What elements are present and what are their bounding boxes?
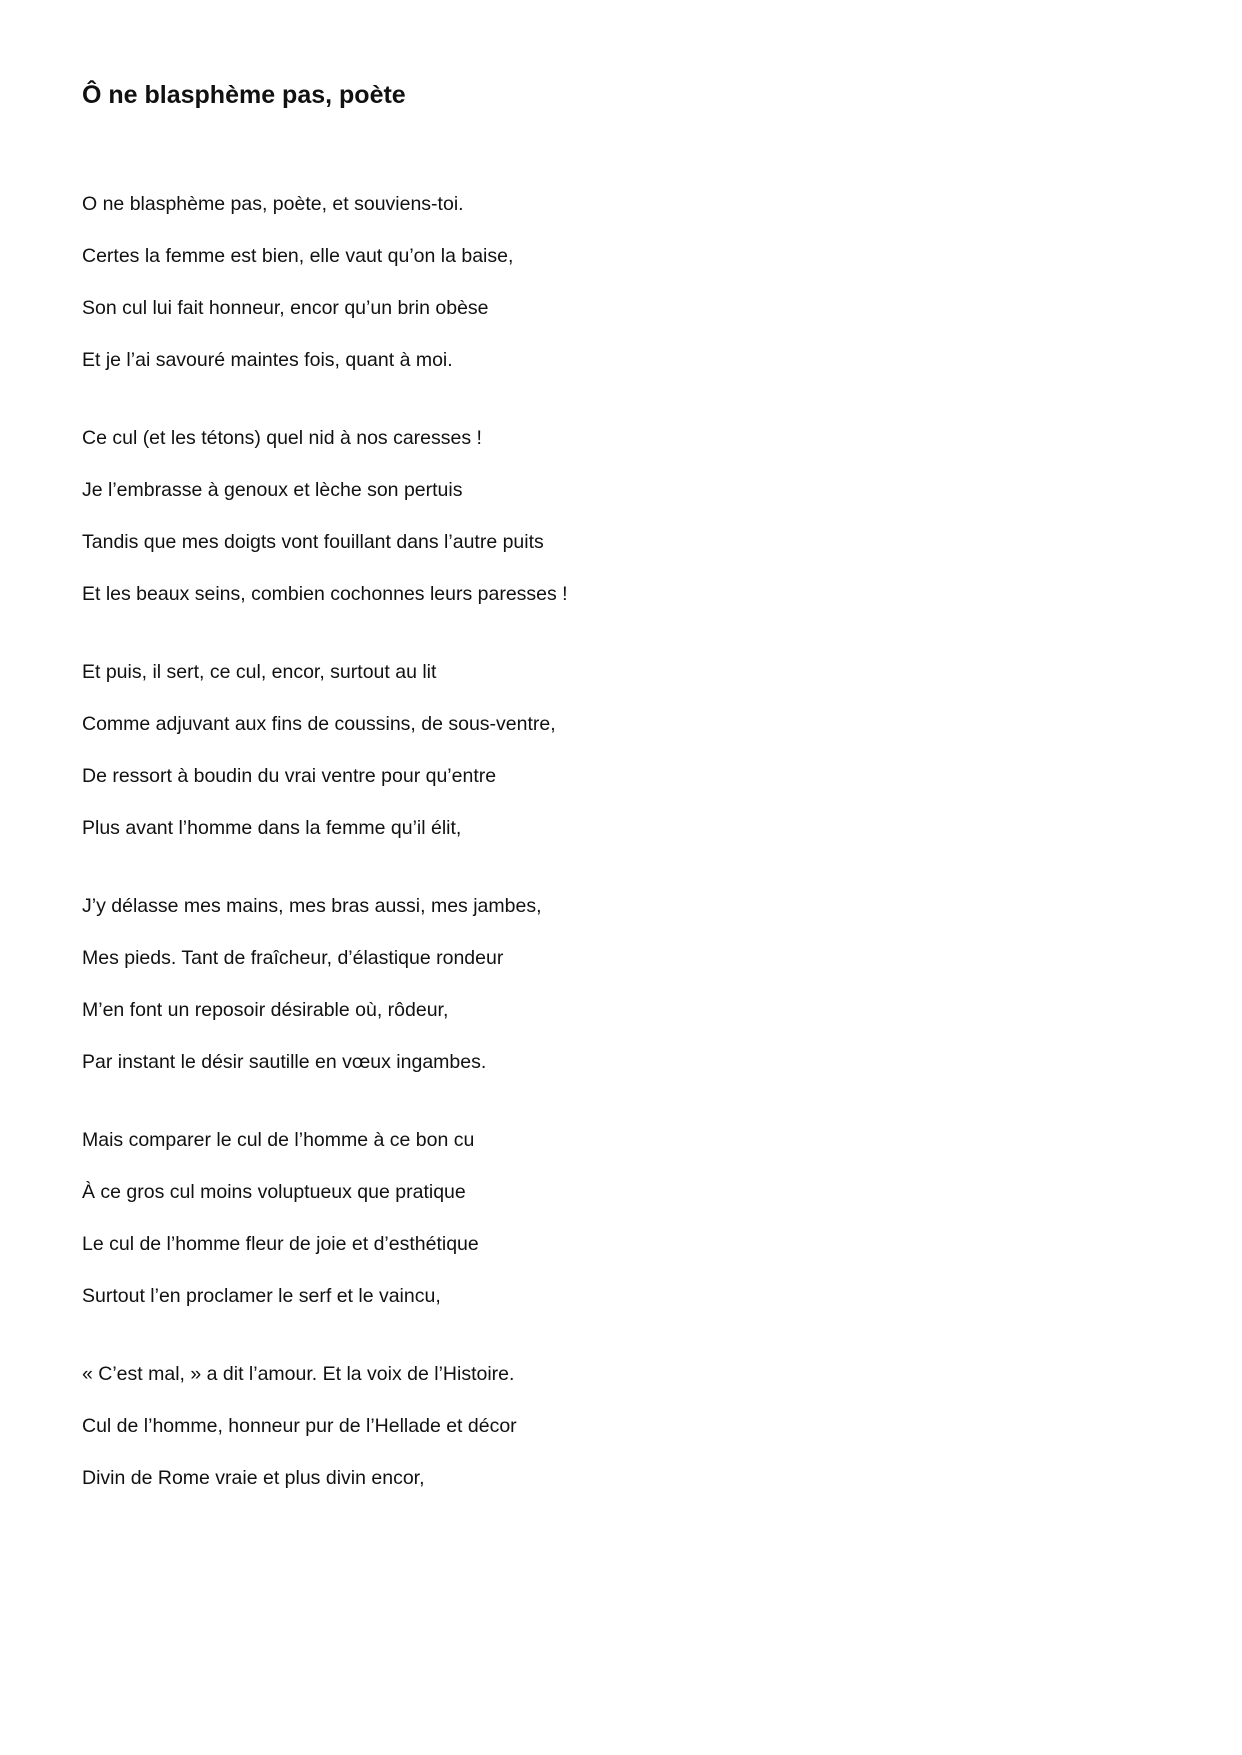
poem-line: Comme adjuvant aux fins de coussins, de sous-ventre, — [82, 713, 556, 735]
poem-line: Certes la femme est bien, elle vaut qu’on la baise, — [82, 245, 514, 267]
stanza-3 — [82, 659, 1082, 841]
poem-line: Et je l’ai savouré maintes fois, quant à moi. — [82, 349, 453, 371]
poem-line: Mes pieds. Tant de fraîcheur, d’élastique rondeur — [82, 947, 504, 969]
poem-line: Je l’embrasse à genoux et lèche son pertuis — [82, 479, 463, 501]
poem-line: J’y délasse mes mains, mes bras aussi, mes jambes, — [82, 895, 542, 917]
poem-line: Et puis, il sert, ce cul, encor, surtout au lit — [82, 661, 437, 683]
poem-title: Ô ne blasphème pas, poète — [82, 81, 406, 109]
poem-line: Et les beaux seins, combien cochonnes leurs paresses ! — [82, 583, 568, 605]
poem-line: Divin de Rome vraie et plus divin encor, — [82, 1467, 425, 1489]
poem-line: Par instant le désir sautille en vœux ingambes. — [82, 1051, 487, 1073]
poem-line: M’en font un reposoir désirable où, rôdeur, — [82, 999, 449, 1021]
stanza-4 — [82, 893, 1082, 1075]
stanza-5 — [82, 1127, 1082, 1309]
stanza-2 — [82, 425, 1082, 607]
poem-line: Le cul de l’homme fleur de joie et d’esthétique — [82, 1233, 479, 1255]
poem-line: Ce cul (et les tétons) quel nid à nos caresses ! — [82, 427, 482, 449]
poem-line: Son cul lui fait honneur, encor qu’un brin obèse — [82, 297, 489, 319]
poem-line: Plus avant l’homme dans la femme qu’il élit, — [82, 817, 462, 839]
poem-line: Mais comparer le cul de l’homme à ce bon cu — [82, 1129, 475, 1151]
poem-line: Surtout l’en proclamer le serf et le vaincu, — [82, 1285, 441, 1307]
poem-line: « C’est mal, » a dit l’amour. Et la voix de l’Histoire. — [82, 1363, 515, 1385]
poem-line: À ce gros cul moins voluptueux que pratique — [82, 1181, 466, 1203]
stanza-1 — [82, 191, 1082, 373]
poem-line: Cul de l’homme, honneur pur de l’Hellade et décor — [82, 1415, 517, 1437]
poem-line: O ne blasphème pas, poète, et souviens-toi. — [82, 193, 464, 215]
stanza-6 — [82, 1361, 1082, 1491]
poem-line: Tandis que mes doigts vont fouillant dans l’autre puits — [82, 531, 544, 553]
poem-line: De ressort à boudin du vrai ventre pour qu’entre — [82, 765, 497, 787]
poem-body — [82, 191, 1082, 1543]
